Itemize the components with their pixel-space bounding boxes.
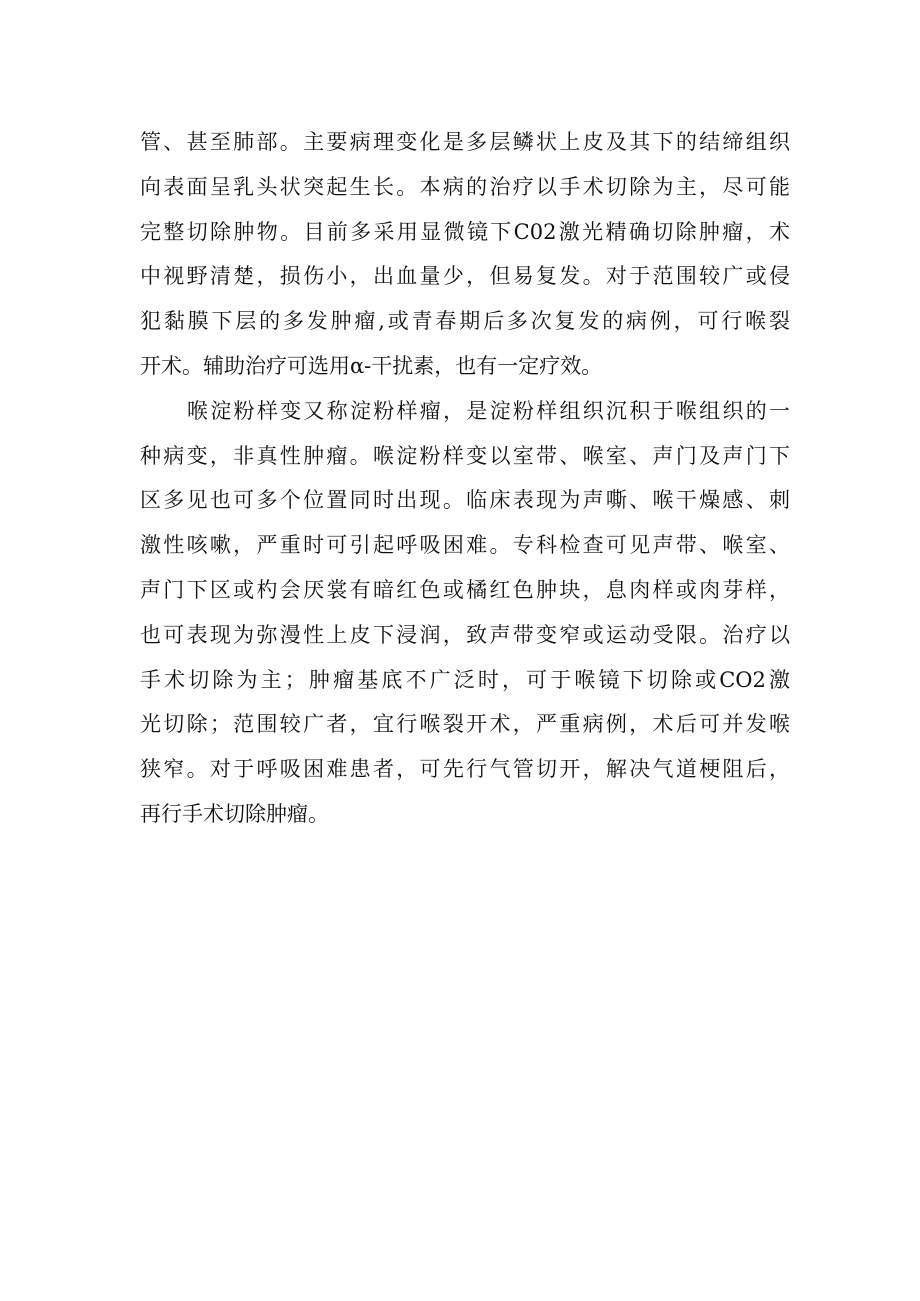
text-line: 再行手术切除肿瘤。: [140, 801, 329, 826]
text-line: 也可表现为弥漫性上皮下浸润，致声带变窄或运动受限。治疗以: [140, 622, 790, 647]
text-line: 狭窄。对于呼吸困难患者，可先行气管切开，解决气道梗阻后，: [140, 757, 790, 782]
document-body: [140, 120, 790, 837]
text-line: 向表面呈乳头状突起生长。本病的治疗以手术切除为主，尽可能: [140, 174, 790, 199]
text-line: 区多见也可多个位置同时出现。临床表现为声嘶、喉干燥感、刺: [140, 488, 790, 513]
paragraph-laryngeal-amyloidosis: [140, 389, 790, 837]
text-line: 种病变，非真性肿瘤。喉淀粉样变以室带、喉室、声门及声门下: [140, 443, 790, 468]
text-line: 手术切除为主；肿瘤基底不广泛时，可于喉镜下切除或CO2激: [140, 667, 790, 692]
text-line: 喉淀粉样变又称淀粉样瘤，是淀粉样组织沉积于喉组织的一: [187, 398, 790, 423]
text-line: 完整切除肿物。目前多采用显微镜下C02激光精确切除肿瘤，术: [140, 219, 790, 244]
paragraph-treatment-continued: [140, 120, 790, 389]
text-line: 声门下区或杓会厌裳有暗红色或橘红色肿块，息肉样或肉芽样，: [140, 577, 790, 602]
text-line: 开术。辅助治疗可选用α-干扰素，也有一定疗效。: [140, 353, 603, 378]
text-line: 管、甚至肺部。主要病理变化是多层鳞状上皮及其下的结缔组织: [140, 130, 790, 154]
text-line: 中视野清楚，损伤小，出血量少，但易复发。对于范围较广或侵: [140, 264, 790, 289]
text-line: 光切除；范围较广者，宜行喉裂开术，严重病例，术后可并发喉: [140, 712, 790, 737]
text-line: 激性咳嗽，严重时可引起呼吸困难。专科检查可见声带、喉室、: [140, 533, 790, 558]
text-line: 犯黏膜下层的多发肿瘤,或青春期后多次复发的病例，可行喉裂: [140, 309, 790, 334]
